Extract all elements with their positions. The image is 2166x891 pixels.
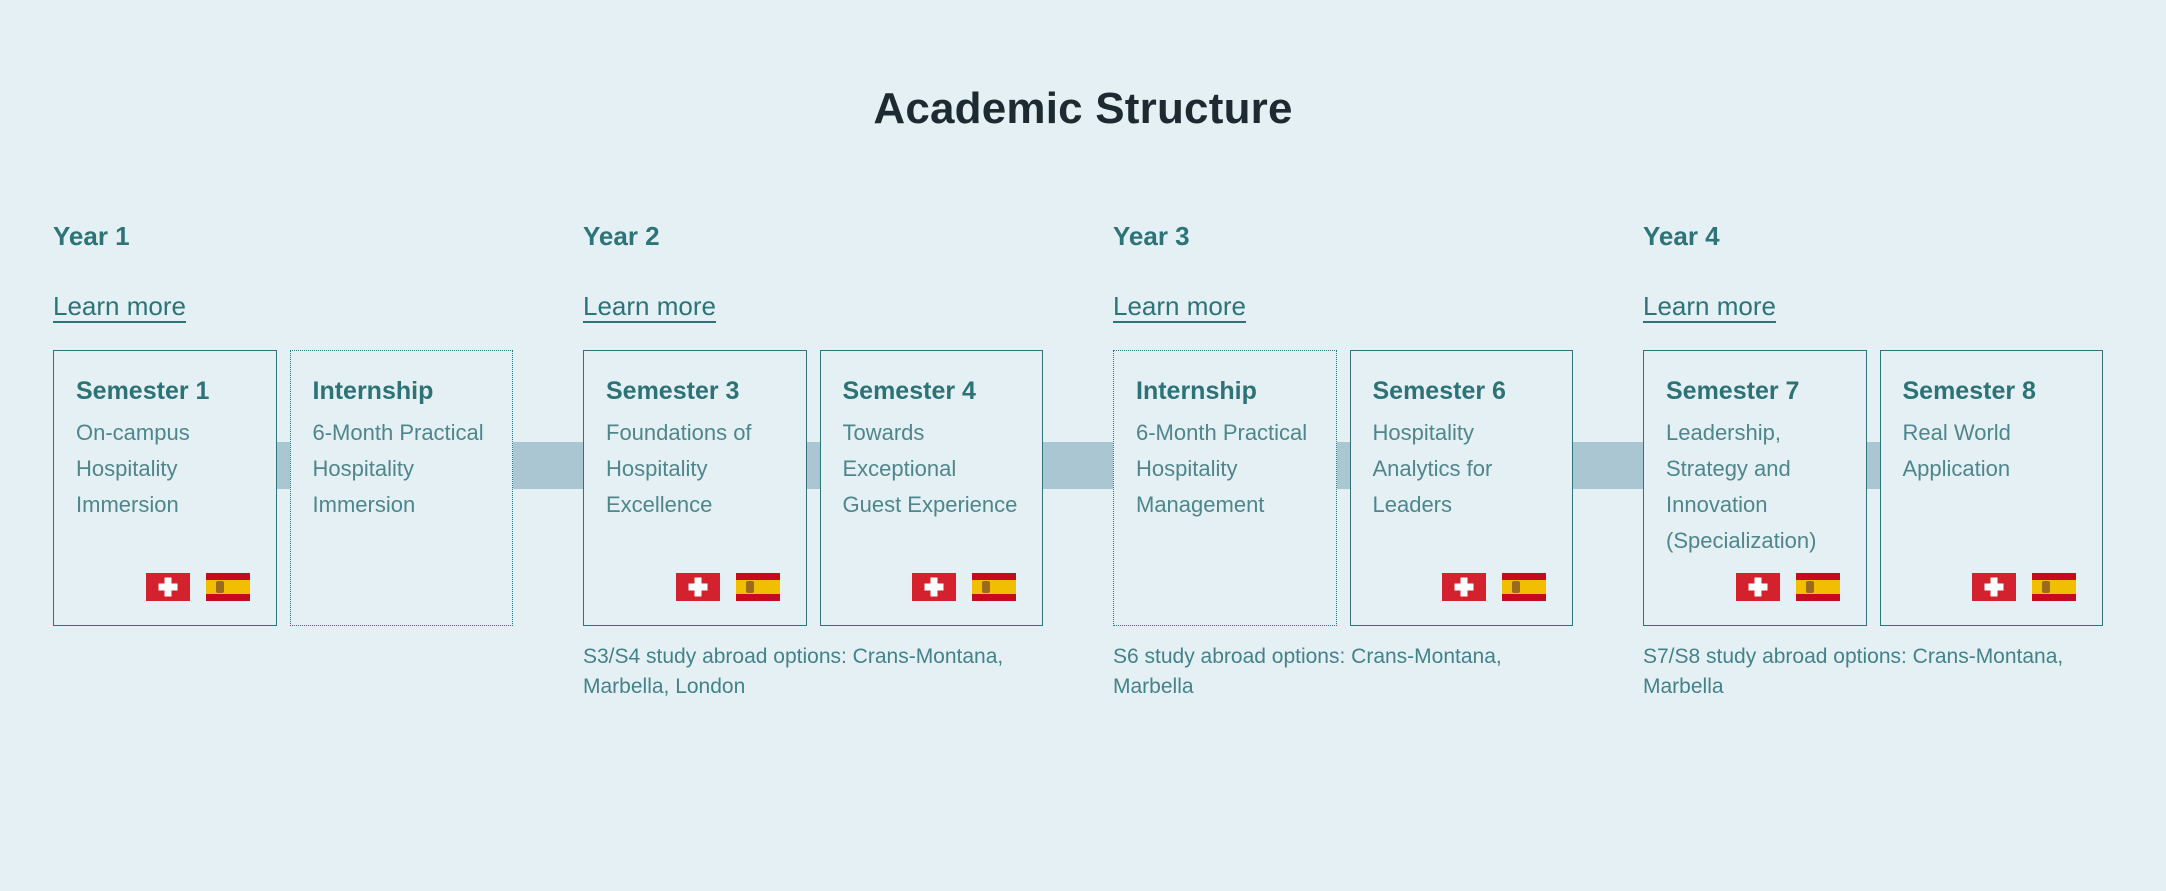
semester-card [820,350,1044,626]
card-flags [1972,573,2076,601]
switzerland-flag-icon [912,573,956,601]
card-title: Semester 3 [606,377,740,405]
academic-structure-timeline [53,223,2103,702]
year-heading: Year 2 [583,221,660,251]
card-description: 6-Month Practical Hospitality Management [1136,420,1308,517]
cards-row [583,350,1043,626]
semester-card [1113,350,1337,626]
semester-card [1350,350,1574,626]
card-description: 6-Month Practical Hospitality Immersion [312,420,484,517]
spain-flag-icon [736,573,780,601]
switzerland-flag-icon [1972,573,2016,601]
learn-more-link[interactable]: Learn more [1643,291,1776,321]
year-heading: Year 4 [1643,221,1720,251]
cards-row [53,350,513,626]
card-title: Semester 8 [1902,377,2036,405]
card-flags [146,573,250,601]
learn-more-link[interactable]: Learn more [583,291,716,321]
semester-card [53,350,277,626]
spain-flag-icon [1502,573,1546,601]
study-abroad-note: S7/S8 study abroad options: Crans-Montana, Marbella [1643,645,2064,698]
card-description: Towards Exceptional Guest Experience [842,420,1018,517]
cards-row [1113,350,1573,626]
card-title: Internship [312,377,434,405]
card-description: Leadership, Strategy and Innovation (Specialization) [1666,420,1817,553]
study-abroad-note: S3/S4 study abroad options: Crans-Montana, Marbella, London [583,645,1004,698]
page-title: Academic Structure [873,84,1293,133]
year-group [53,223,513,626]
card-flags [1736,573,1840,601]
semester-card [290,350,514,626]
spain-flag-icon [206,573,250,601]
card-flags [1442,573,1546,601]
card-title: Internship [1136,377,1257,405]
card-title: Semester 6 [1372,377,1506,405]
switzerland-flag-icon [1736,573,1780,601]
spain-flag-icon [1796,573,1840,601]
year-group [583,223,1043,702]
year-heading: Year 1 [53,221,130,251]
card-description: Foundations of Hospitality Excellence [606,420,752,517]
study-abroad-note: S6 study abroad options: Crans-Montana, Marbella [1113,645,1502,698]
year-heading: Year 3 [1113,221,1190,251]
year-group [1113,223,1573,702]
learn-more-link[interactable]: Learn more [1113,291,1246,321]
semester-card [583,350,807,626]
card-flags [676,573,780,601]
card-description: Real World Application [1902,420,2011,481]
semester-card [1643,350,1867,626]
years-row [53,223,2103,702]
spain-flag-icon [2032,573,2076,601]
card-description: On-campus Hospitality Immersion [76,420,190,517]
switzerland-flag-icon [146,573,190,601]
card-title: Semester 7 [1666,377,1800,405]
card-title: Semester 4 [842,377,976,405]
year-group [1643,223,2103,702]
card-flags [912,573,1016,601]
switzerland-flag-icon [676,573,720,601]
cards-row [1643,350,2103,626]
card-description: Hospitality Analytics for Leaders [1372,420,1493,517]
switzerland-flag-icon [1442,573,1486,601]
card-title: Semester 1 [76,377,210,405]
semester-card [1880,350,2104,626]
learn-more-link[interactable]: Learn more [53,291,186,321]
spain-flag-icon [972,573,1016,601]
